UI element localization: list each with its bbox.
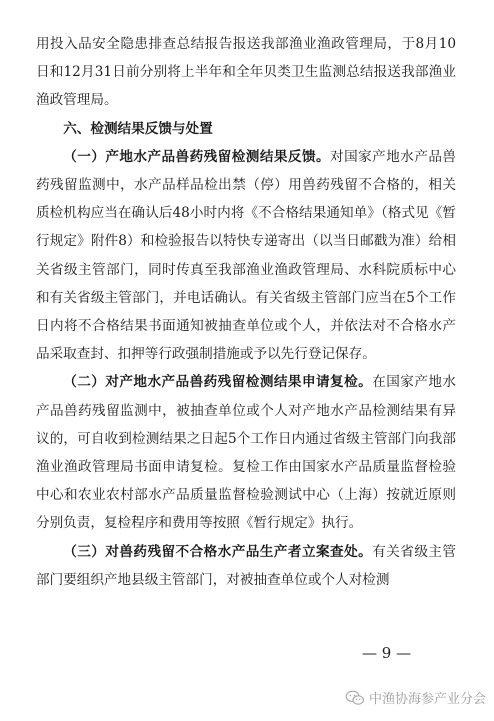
sub-heading-2: （二）对产地水产品兽药残留检测结果申请复检。 bbox=[63, 374, 373, 391]
sub-heading-3: （三）对兽药残留不合格水产品生产者立案查处。 bbox=[63, 543, 373, 560]
wechat-icon bbox=[345, 690, 365, 706]
document-body bbox=[36, 30, 456, 594]
sub-heading-1: （一）产地水产品兽药残留检测结果反馈。 bbox=[63, 148, 331, 165]
paragraph-sub3 bbox=[36, 538, 456, 594]
section-heading-six: 六、检测结果反馈与处置 bbox=[63, 120, 213, 137]
watermark bbox=[345, 688, 486, 707]
sub3-body: 有关省级主管部门要组织产地县级主管部门，对被抽查单位或个人对检测 bbox=[36, 543, 457, 588]
paragraph-sub1 bbox=[36, 143, 456, 369]
sub2-body: 在国家产地水产品兽药残留监测中，被抽查单位或个人对产地水产品检测结果有异议的，可自收到检测结果之日起5个工作日内通过省级主管部门向我部渔业渔政管理局书面申请复检。复检工作由国家水产品质量监督检验中心和农业农村部水产品质量监督检验测试中心（上海）按就近原则分别负责，复检程序和费用等按照《暂行规定》执行。 bbox=[36, 374, 457, 532]
watermark-text: 中渔协海参产业分会 bbox=[368, 692, 486, 707]
paragraph-sub2 bbox=[36, 368, 456, 537]
paragraph-continuation: 用投入品安全隐患排查总结报告报送我部渔业渔政管理局，于8月10日和12月31日前分别将上半年和全年贝类卫生监测总结报送我部渔业渔政管理局。 bbox=[36, 36, 456, 109]
sub1-body: 对国家产地水产品兽药残留监测中，水产品样品检出禁（停）用兽药残留不合格的，相关质检机构应当在确认后48小时内将《不合格结果通知单》（格式见《暂行规定》附件8）和检验报告以特快专递寄出（以当日邮戳为准）给相关省级主管部门，同时传真至我部渔业渔政管理局、水科院质标中心和有关省级主管部门，并电话确认。有关省级主管部门应当在5个工作日内将不合格结果书面通知被抽查单位或个人，并依法对不合格水产品采取查封、扣押等行政强制措施或予以先行登记保存。 bbox=[36, 148, 457, 363]
page-number: — 9 — bbox=[362, 644, 412, 662]
